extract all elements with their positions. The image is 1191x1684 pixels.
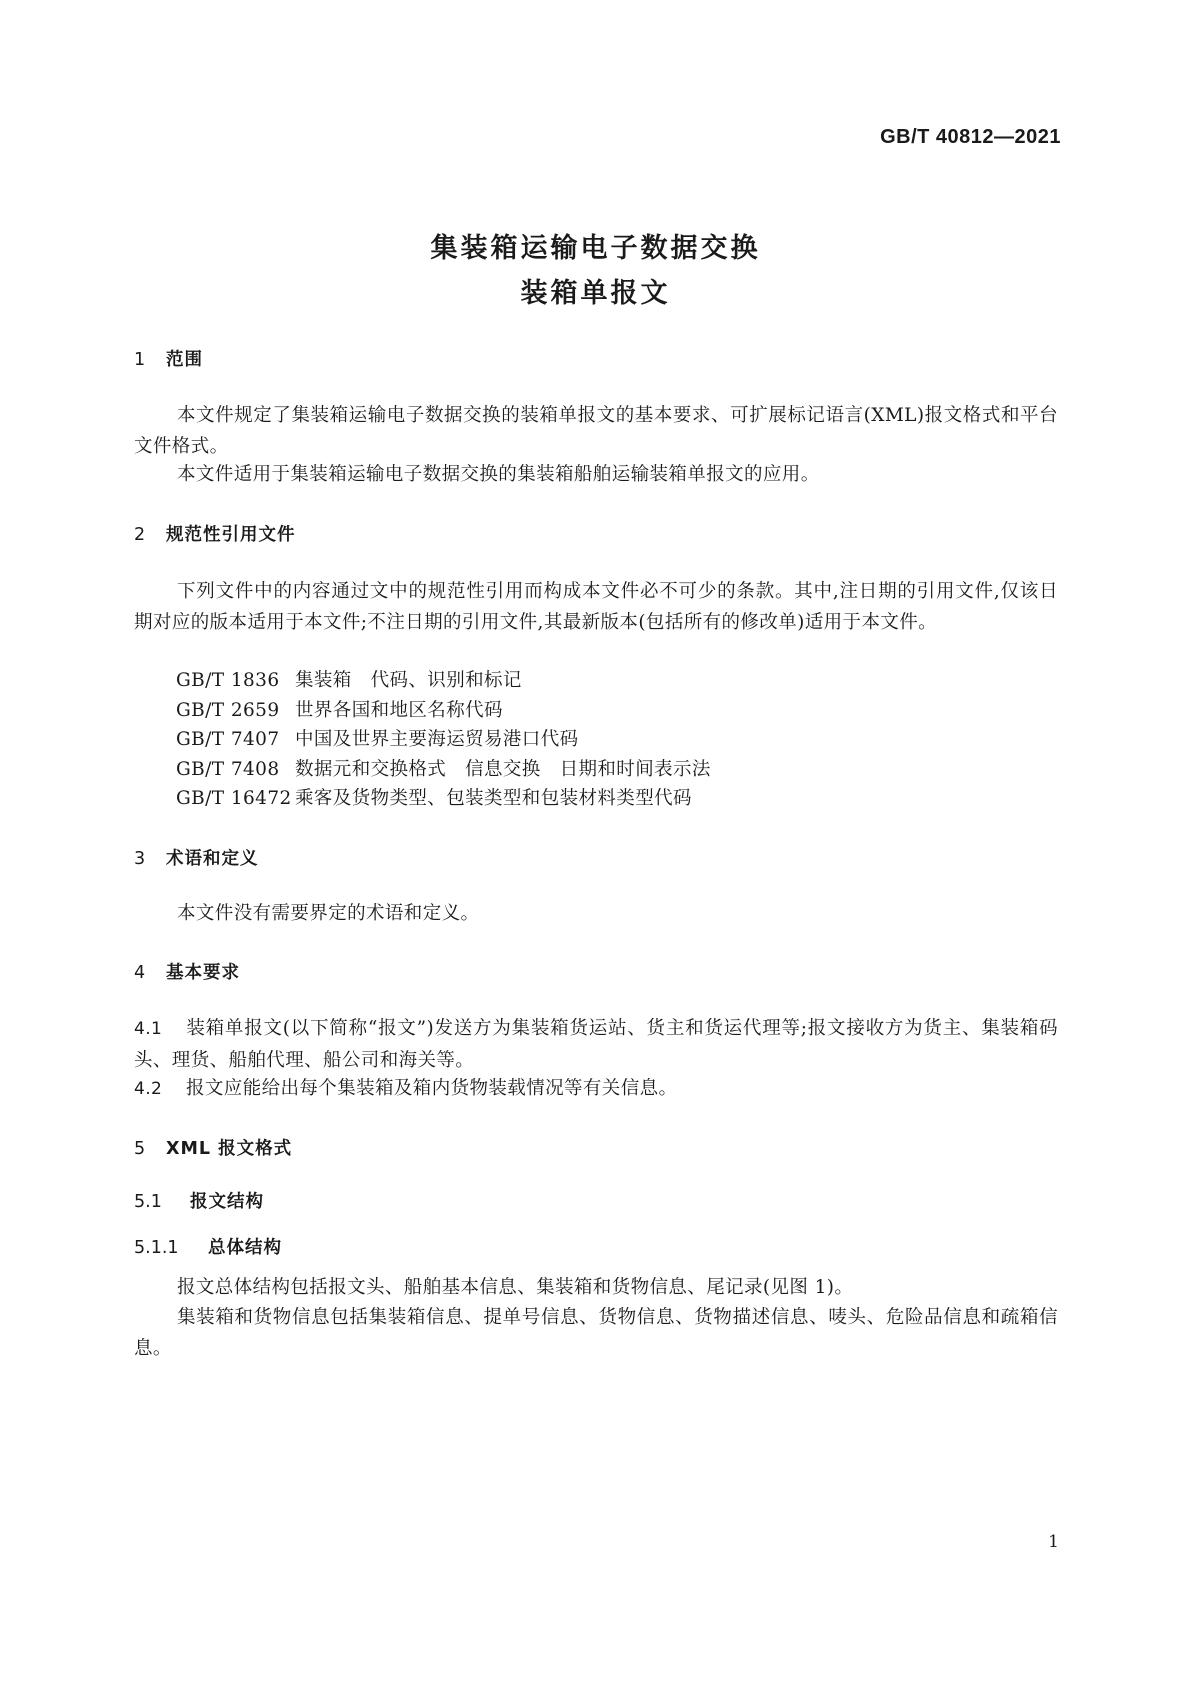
reference-code: GB/T 1836 <box>176 670 280 691</box>
section-1-paragraph-1: 本文件规定了集装箱运输电子数据交换的装箱单报文的基本要求、可扩展标记语言(XML)报文格式和平台文件格式。 <box>134 405 1058 457</box>
clause-number: 4.1 <box>134 1019 163 1039</box>
section-title: 基本要求 <box>166 963 240 983</box>
section-5-1-heading <box>134 1188 1058 1213</box>
clause-text: 报文应能给出每个集装箱及箱内货物装载情况等有关信息。 <box>186 1078 678 1099</box>
section-number: 1 <box>134 350 146 370</box>
section-3-paragraph-1: 本文件没有需要界定的术语和定义。 <box>177 903 480 924</box>
section-title: 术语和定义 <box>166 849 259 869</box>
document-title-line2: 装箱单报文 <box>520 278 671 309</box>
reference-item <box>176 696 503 722</box>
section-4-heading <box>134 959 1058 984</box>
reference-title: 世界各国和地区名称代码 <box>295 700 503 721</box>
section-5-1-1-paragraph-2: 集装箱和货物信息包括集装箱信息、提单号信息、货物信息、货物描述信息、唛头、危险品信息和疏箱信息。 <box>134 1307 1058 1359</box>
section-2-heading <box>134 521 1058 546</box>
reference-code: GB/T 16472 <box>176 788 292 809</box>
reference-title: 数据元和交换格式 信息交换 日期和时间表示法 <box>295 759 711 780</box>
reference-item <box>176 755 711 781</box>
reference-code: GB/T 7407 <box>176 729 280 750</box>
reference-code: GB/T 2659 <box>176 700 280 721</box>
section-5-1-1-heading <box>134 1234 1058 1259</box>
section-1-heading <box>134 346 1058 371</box>
section-number: 5.1 <box>134 1192 162 1212</box>
section-1-paragraph-2: 本文件适用于集装箱运输电子数据交换的集装箱船舶运输装箱单报文的应用。 <box>177 464 820 485</box>
reference-item <box>176 666 522 692</box>
clause-text: 装箱单报文(以下简称“报文”)发送方为集装箱货运站、货主和货运代理等;报文接收方为货主、集装箱码头、理货、船舶代理、船公司和海关等。 <box>134 1018 1058 1071</box>
clause-number: 4.2 <box>134 1079 163 1099</box>
section-number: 4 <box>134 963 146 983</box>
reference-title: 中国及世界主要海运贸易港口代码 <box>295 729 579 750</box>
reference-title: 集装箱 代码、识别和标记 <box>295 670 522 691</box>
reference-item <box>176 784 692 810</box>
section-5-1-1-paragraph-1: 报文总体结构包括报文头、船舶基本信息、集装箱和货物信息、尾记录(见图 1)。 <box>177 1277 854 1298</box>
section-title: XML 报文格式 <box>166 1139 293 1159</box>
section-2-paragraph-1: 下列文件中的内容通过文中的规范性引用而构成本文件必不可少的条款。其中,注日期的引用文件,仅该日期对应的版本适用于本文件;不注日期的引用文件,其最新版本(包括所有的修改单)适用于本文件。 <box>134 581 1058 633</box>
section-number: 5.1.1 <box>134 1238 179 1258</box>
section-title: 范围 <box>166 350 203 370</box>
clause-4-1 <box>134 1013 1058 1076</box>
section-number: 2 <box>134 525 146 545</box>
section-title: 报文结构 <box>190 1192 264 1212</box>
clause-4-2 <box>134 1073 1058 1105</box>
section-5-heading <box>134 1135 1058 1160</box>
document-title-line1: 集装箱运输电子数据交换 <box>430 233 761 264</box>
section-number: 3 <box>134 849 146 869</box>
section-3-heading <box>134 845 1058 870</box>
section-title: 规范性引用文件 <box>166 525 296 545</box>
page-number: 1 <box>1048 1532 1059 1552</box>
standard-number: GB/T 40812—2021 <box>880 126 1061 148</box>
reference-item <box>176 725 579 751</box>
reference-title: 乘客及货物类型、包装类型和包装材料类型代码 <box>295 788 692 809</box>
section-title: 总体结构 <box>208 1238 282 1258</box>
reference-code: GB/T 7408 <box>176 759 280 780</box>
section-number: 5 <box>134 1139 146 1159</box>
